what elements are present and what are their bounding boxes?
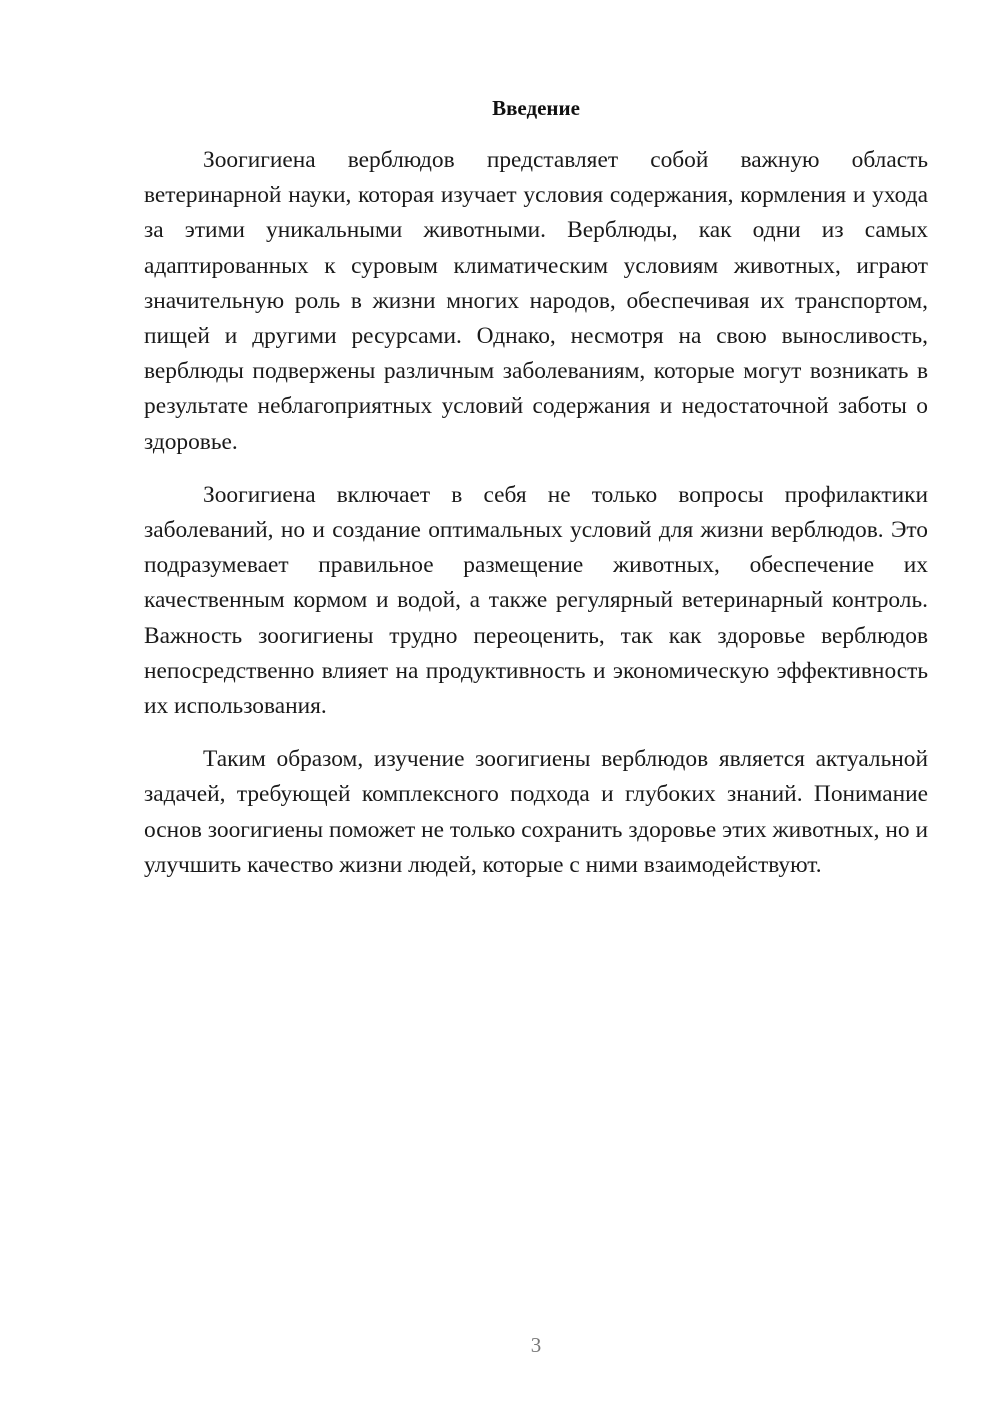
paragraph-2: Зоогигиена включает в себя не только вопросы профилактики заболеваний, но и создание оптимальных условий для жизни верблюдов. Это подразумевает правильное размещение животных, обеспечение их качественным кормом и водой, а также регулярный ветеринарный контроль. Важность зоогигиены трудно переоценить, так как здоровье верблюдов непосредственно влияет на продуктивность и экономическую эффективность их использования. (144, 481, 928, 720)
paragraph-1: Зоогигиена верблюдов представляет собой важную область ветеринарной науки, которая изучает условия содержания, кормления и ухода за этими уникальными животными. Верблюды, как одни из самых адаптированных к суровым климатическим условиям животных, играют значительную роль в жизни многих народов, обеспечивая их транспортом, пищей и другими ресурсами. Однако, несмотря на свою выносливость, верблюды подвержены различным заболеваниям, которые могут возникать в результате неблагоприятных условий содержания и недостаточной заботы о здоровье. (144, 147, 928, 455)
page-number: 3 (530, 1333, 542, 1357)
body-text (144, 143, 928, 901)
section-title: Введение (492, 96, 580, 120)
paragraph-3: Таким образом, изучение зоогигиены верблюдов является актуальной задачей, требующей комплексного подхода и глубоких знаний. Понимание основ зоогигиены поможет не только сохранить здоровье этих животных, но и улучшить качество жизни людей, которые с ними взаимодействуют. (144, 746, 928, 878)
